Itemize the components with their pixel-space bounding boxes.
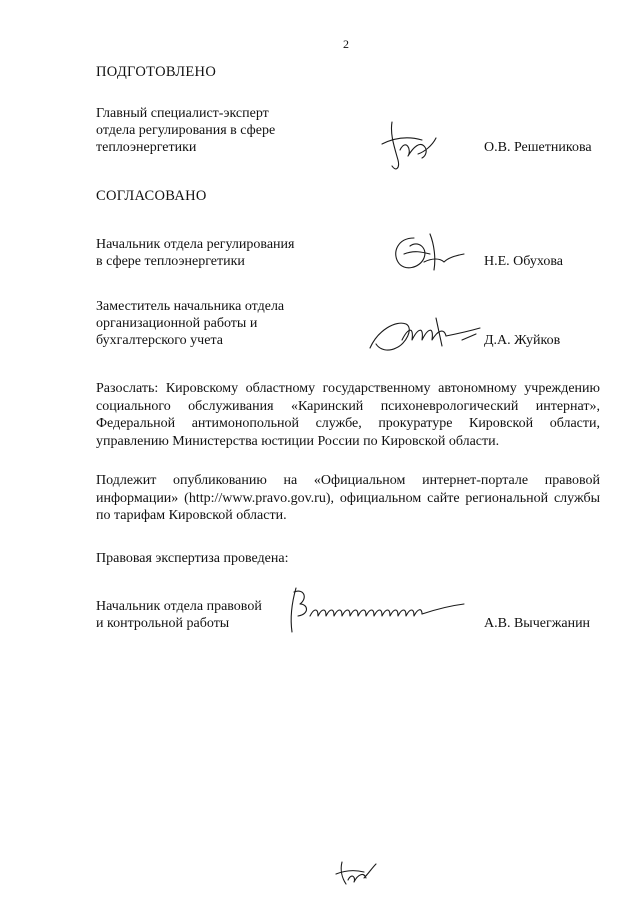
signer-title-line: Начальник отдела регулирования xyxy=(96,237,295,252)
signer-name: Н.Е. Обухова xyxy=(484,254,563,269)
publication-paragraph: Подлежит опубликованию на «Официальном интернет-портале правовой информации» (http://www.pravo.gov.ru), официальном сайте региональной службы по тарифам Кировской области. xyxy=(96,473,600,523)
legal-review-title-line: и контрольной работы xyxy=(96,616,230,631)
signer-name: Д.А. Жуйков xyxy=(484,333,561,348)
legal-review-name: А.В. Вычегжанин xyxy=(484,616,591,631)
signer-title-line: организационной работы и xyxy=(96,316,258,331)
prepared-heading: ПОДГОТОВЛЕНО xyxy=(96,64,217,80)
signer-title-line: в сфере теплоэнергетики xyxy=(96,254,245,269)
prepared-title-line: теплоэнергетики xyxy=(96,140,197,155)
legal-review-statement: Правовая экспертиза проведена: xyxy=(96,551,289,566)
legal-review-title-line: Начальник отдела правовой xyxy=(96,599,262,614)
distribution-paragraph: Разослать: Кировскому областному государственному автономному учреждению социального обслуживания «Каринский психоневрологический интернат», Федеральной антимонопольной службе, прокуратуре Кировской области, управлению Министерства юстиции России по Кировской области. xyxy=(96,381,600,449)
signer-title-line: бухгалтерского учета xyxy=(96,333,223,348)
signature-zhuikov xyxy=(366,310,484,356)
signature-vychegzhanin xyxy=(282,584,468,636)
signature-reshetnikova xyxy=(378,116,440,176)
prepared-title-line: отдела регулирования в сфере xyxy=(96,123,276,138)
signer-title-line: Заместитель начальника отдела xyxy=(96,299,285,314)
page-number: 2 xyxy=(343,37,349,51)
agreed-heading: СОГЛАСОВАНО xyxy=(96,188,207,204)
signature-obukhova xyxy=(384,228,468,278)
prepared-title-line: Главный специалист-эксперт xyxy=(96,106,269,121)
prepared-name: О.В. Решетникова xyxy=(484,140,592,155)
initials-mark xyxy=(334,858,378,888)
